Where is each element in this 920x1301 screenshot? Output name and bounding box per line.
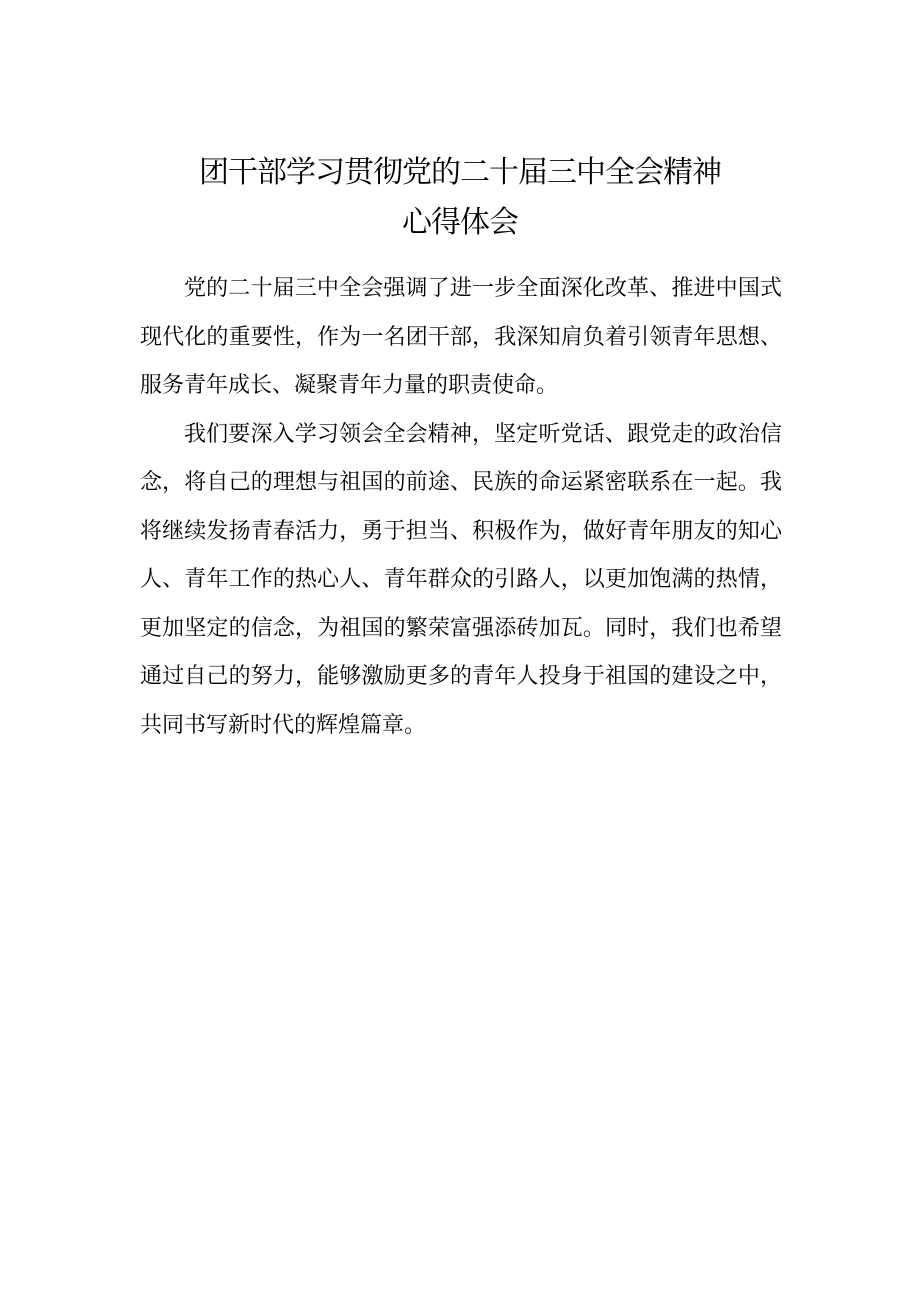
- title-line-2: 心得体会: [402, 205, 518, 240]
- title-line-1: 团干部学习贯彻党的二十届三中全会精神: [199, 155, 721, 190]
- paragraph-1: 党的二十届三中全会强调了进一步全面深化改革、推进中国式现代化的重要性，作为一名团干部，我深知肩负着引领青年思想、服务青年成长、凝聚青年力量的职责使命。: [140, 276, 782, 398]
- document-body: [140, 265, 782, 750]
- paragraph-2: 我们要深入学习领会全会精神，坚定听党话、跟党走的政治信念，将自己的理想与祖国的前途、民族的命运紧密联系在一起。我将继续发扬青春活力，勇于担当、积极作为，做好青年朋友的知心人、青年工作的热心人、青年群众的引路人，以更加饱满的热情，更加坚定的信念，为祖国的繁荣富强添砖加瓦。同时，我们也希望通过自己的努力，能够激励更多的青年人投身于祖国的建设之中，共同书写新时代的辉煌篇章。: [140, 421, 782, 738]
- document-title: [140, 148, 780, 248]
